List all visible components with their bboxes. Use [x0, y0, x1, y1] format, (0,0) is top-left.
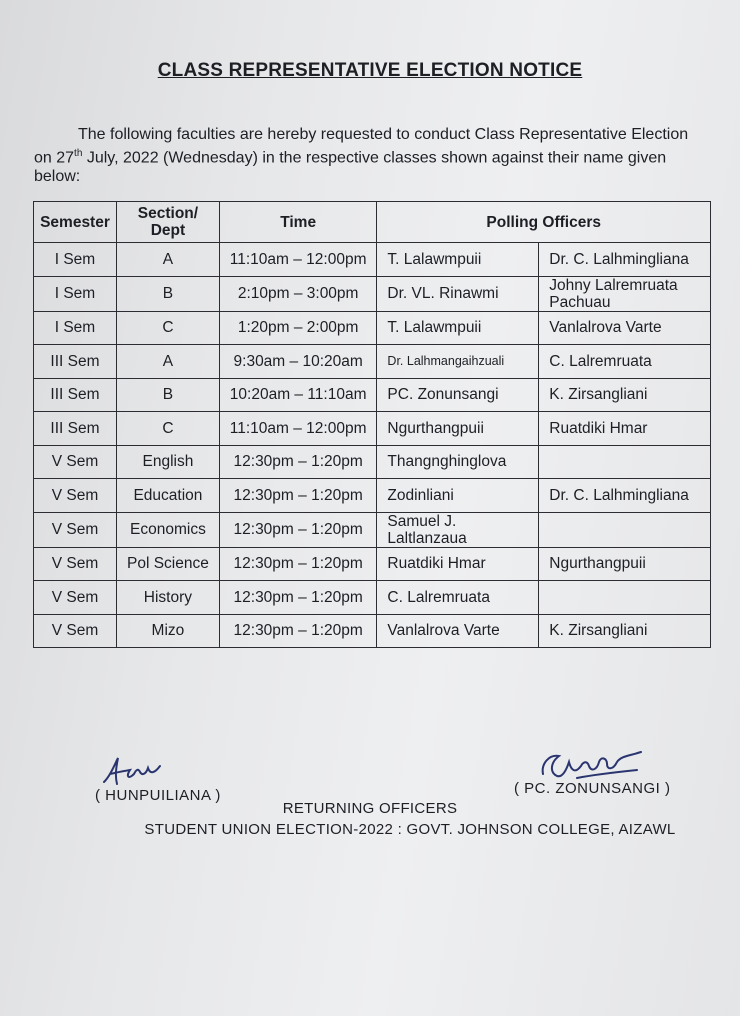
signatory-left-name: ( HUNPUILIANA ): [95, 787, 221, 804]
cell-time: 12:30pm – 1:20pm: [219, 547, 377, 581]
cell-polling-officer-1: Samuel J. Laltlanzaua: [377, 512, 539, 547]
schedule-body: [34, 243, 711, 648]
cell-section-dept: C: [116, 311, 219, 345]
cell-polling-officer-1: Thangnghinglova: [377, 445, 539, 479]
table-row: [34, 378, 711, 412]
header-section-line1: Section/: [137, 205, 199, 222]
cell-polling-officer-1: Ngurthangpuii: [377, 412, 539, 446]
table-header-row: [34, 202, 711, 243]
table-row: [34, 311, 711, 345]
cell-time: 11:10am – 12:00pm: [219, 243, 377, 277]
cell-section-dept: C: [116, 412, 219, 446]
cell-semester: V Sem: [34, 547, 117, 581]
cell-polling-officer-1: Vanlalrova Varte: [377, 614, 539, 648]
table-row: [34, 445, 711, 479]
cell-time: 2:10pm – 3:00pm: [219, 276, 377, 311]
notice-intro: [34, 125, 694, 186]
header-semester: Semester: [34, 202, 117, 243]
cell-section-dept: Education: [116, 479, 219, 513]
cell-semester: I Sem: [34, 276, 117, 311]
cell-polling-officer-2: Dr. C. Lalhmingliana: [539, 243, 711, 277]
cell-polling-officer-1: C. Lalremruata: [377, 581, 539, 615]
cell-semester: III Sem: [34, 378, 117, 412]
cell-time: 12:30pm – 1:20pm: [219, 512, 377, 547]
cell-semester: V Sem: [34, 581, 117, 615]
cell-polling-officer-1: Zodinliani: [377, 479, 539, 513]
table-row: [34, 547, 711, 581]
organisation-line: STUDENT UNION ELECTION-2022 : GOVT. JOHNSON COLLEGE, AIZAWL: [144, 821, 676, 838]
cell-polling-officer-2: K. Zirsangliani: [539, 614, 711, 648]
table-row: [34, 412, 711, 446]
cell-polling-officer-2: [539, 581, 711, 615]
cell-section-dept: B: [116, 276, 219, 311]
cell-semester: V Sem: [34, 479, 117, 513]
cell-section-dept: A: [116, 243, 219, 277]
cell-polling-officer-2: Ruatdiki Hmar: [539, 412, 711, 446]
cell-semester: III Sem: [34, 345, 117, 379]
header-polling-officers: Polling Officers: [377, 202, 711, 243]
cell-polling-officer-2: Dr. C. Lalhmingliana: [539, 479, 711, 513]
cell-time: 12:30pm – 1:20pm: [219, 445, 377, 479]
cell-semester: V Sem: [34, 445, 117, 479]
cell-semester: III Sem: [34, 412, 117, 446]
signatory-right-name: ( PC. ZONUNSANGI ): [514, 780, 671, 797]
cell-semester: I Sem: [34, 243, 117, 277]
intro-date-suffix: th: [74, 148, 83, 159]
cell-section-dept: B: [116, 378, 219, 412]
cell-polling-officer-2: Vanlalrova Varte: [539, 311, 711, 345]
cell-polling-officer-2: [539, 445, 711, 479]
cell-section-dept: History: [116, 581, 219, 615]
header-time: Time: [219, 202, 377, 243]
cell-polling-officer-2: C. Lalremruata: [539, 345, 711, 379]
table-row: [34, 512, 711, 547]
cell-polling-officer-2: K. Zirsangliani: [539, 378, 711, 412]
header-section-dept: [116, 202, 219, 243]
header-section-line2: Dept: [150, 222, 186, 239]
signature-hunpuiliana: [100, 752, 170, 792]
cell-section-dept: Economics: [116, 512, 219, 547]
table-row: [34, 243, 711, 277]
table-row: [34, 276, 711, 311]
cell-time: 12:30pm – 1:20pm: [219, 614, 377, 648]
schedule-table: [33, 201, 711, 648]
returning-officers-label: RETURNING OFFICERS: [282, 800, 458, 817]
cell-section-dept: English: [116, 445, 219, 479]
cell-time: 9:30am – 10:20am: [219, 345, 377, 379]
cell-polling-officer-1: PC. Zonunsangi: [377, 378, 539, 412]
cell-section-dept: Pol Science: [116, 547, 219, 581]
cell-polling-officer-2: [539, 512, 711, 547]
cell-semester: V Sem: [34, 512, 117, 547]
cell-polling-officer-1: Dr. Lalhmangaihzuali: [377, 345, 539, 379]
table-row: [34, 614, 711, 648]
cell-section-dept: A: [116, 345, 219, 379]
cell-section-dept: Mizo: [116, 614, 219, 648]
cell-polling-officer-1: T. Lalawmpuii: [377, 311, 539, 345]
cell-polling-officer-1: Ruatdiki Hmar: [377, 547, 539, 581]
cell-time: 12:30pm – 1:20pm: [219, 479, 377, 513]
cell-polling-officer-1: T. Lalawmpuii: [377, 243, 539, 277]
cell-semester: I Sem: [34, 311, 117, 345]
cell-semester: V Sem: [34, 614, 117, 648]
cell-polling-officer-2: Ngurthangpuii: [539, 547, 711, 581]
intro-text-part2: July, 2022 (Wednesday) in the respective classes shown against their name given below:: [34, 149, 667, 186]
cell-time: 12:30pm – 1:20pm: [219, 581, 377, 615]
intro-text-part1: The following faculties are hereby requested to conduct Class Representative Election on 27: [34, 126, 689, 167]
table-row: [34, 345, 711, 379]
table-row: [34, 581, 711, 615]
cell-polling-officer-2: Johny Lalremruata Pachuau: [539, 276, 711, 311]
cell-time: 11:10am – 12:00pm: [219, 412, 377, 446]
notice-title: CLASS REPRESENTATIVE ELECTION NOTICE: [157, 60, 583, 81]
table-row: [34, 479, 711, 513]
cell-polling-officer-1: Dr. VL. Rinawmi: [377, 276, 539, 311]
cell-time: 1:20pm – 2:00pm: [219, 311, 377, 345]
cell-time: 10:20am – 11:10am: [219, 378, 377, 412]
